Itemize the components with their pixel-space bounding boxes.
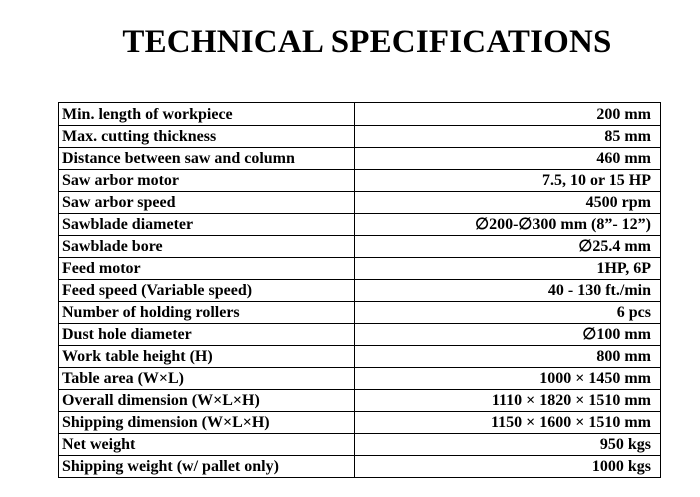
spec-label: Shipping weight (w/ pallet only) bbox=[59, 456, 355, 478]
spec-value: 1110 × 1820 × 1510 mm bbox=[355, 390, 661, 412]
spec-value: 800 mm bbox=[355, 346, 661, 368]
spec-value: 85 mm bbox=[355, 126, 661, 148]
spec-value: 1000 kgs bbox=[355, 456, 661, 478]
specifications-table bbox=[58, 102, 661, 478]
spec-label: Table area (W×L) bbox=[59, 368, 355, 390]
spec-value: 7.5, 10 or 15 HP bbox=[355, 170, 661, 192]
table-row bbox=[59, 126, 661, 148]
table-row bbox=[59, 390, 661, 412]
table-row bbox=[59, 368, 661, 390]
spec-value: 950 kgs bbox=[355, 434, 661, 456]
table-row bbox=[59, 236, 661, 258]
spec-value: 40 - 130 ft./min bbox=[355, 280, 661, 302]
spec-value: 1000 × 1450 mm bbox=[355, 368, 661, 390]
spec-value: 1HP, 6P bbox=[355, 258, 661, 280]
table-row bbox=[59, 258, 661, 280]
table-row bbox=[59, 434, 661, 456]
spec-value: 460 mm bbox=[355, 148, 661, 170]
spec-label: Number of holding rollers bbox=[59, 302, 355, 324]
table-row bbox=[59, 302, 661, 324]
spec-value: ∅200-∅300 mm (8”- 12”) bbox=[355, 214, 661, 236]
table-row bbox=[59, 103, 661, 126]
spec-value: 4500 rpm bbox=[355, 192, 661, 214]
spec-label: Feed motor bbox=[59, 258, 355, 280]
spec-value: ∅25.4 mm bbox=[355, 236, 661, 258]
spec-label: Saw arbor motor bbox=[59, 170, 355, 192]
spec-label: Shipping dimension (W×L×H) bbox=[59, 412, 355, 434]
table-row bbox=[59, 148, 661, 170]
page-title: TECHNICAL SPECIFICATIONS bbox=[122, 24, 612, 60]
spec-label: Work table height (H) bbox=[59, 346, 355, 368]
spec-label: Dust hole diameter bbox=[59, 324, 355, 346]
table-row bbox=[59, 412, 661, 434]
table-row bbox=[59, 170, 661, 192]
spec-value: 6 pcs bbox=[355, 302, 661, 324]
table-row bbox=[59, 456, 661, 478]
table-row bbox=[59, 346, 661, 368]
spec-label: Overall dimension (W×L×H) bbox=[59, 390, 355, 412]
spec-label: Distance between saw and column bbox=[59, 148, 355, 170]
spec-label: Min. length of workpiece bbox=[59, 103, 355, 126]
spec-label: Max. cutting thickness bbox=[59, 126, 355, 148]
spec-value: ∅100 mm bbox=[355, 324, 661, 346]
spec-value: 1150 × 1600 × 1510 mm bbox=[355, 412, 661, 434]
spec-label: Sawblade bore bbox=[59, 236, 355, 258]
table-row bbox=[59, 214, 661, 236]
spec-value: 200 mm bbox=[355, 103, 661, 126]
table-row bbox=[59, 192, 661, 214]
spec-label: Sawblade diameter bbox=[59, 214, 355, 236]
table-row bbox=[59, 280, 661, 302]
spec-label: Saw arbor speed bbox=[59, 192, 355, 214]
spec-label: Net weight bbox=[59, 434, 355, 456]
spec-label: Feed speed (Variable speed) bbox=[59, 280, 355, 302]
table-row bbox=[59, 324, 661, 346]
